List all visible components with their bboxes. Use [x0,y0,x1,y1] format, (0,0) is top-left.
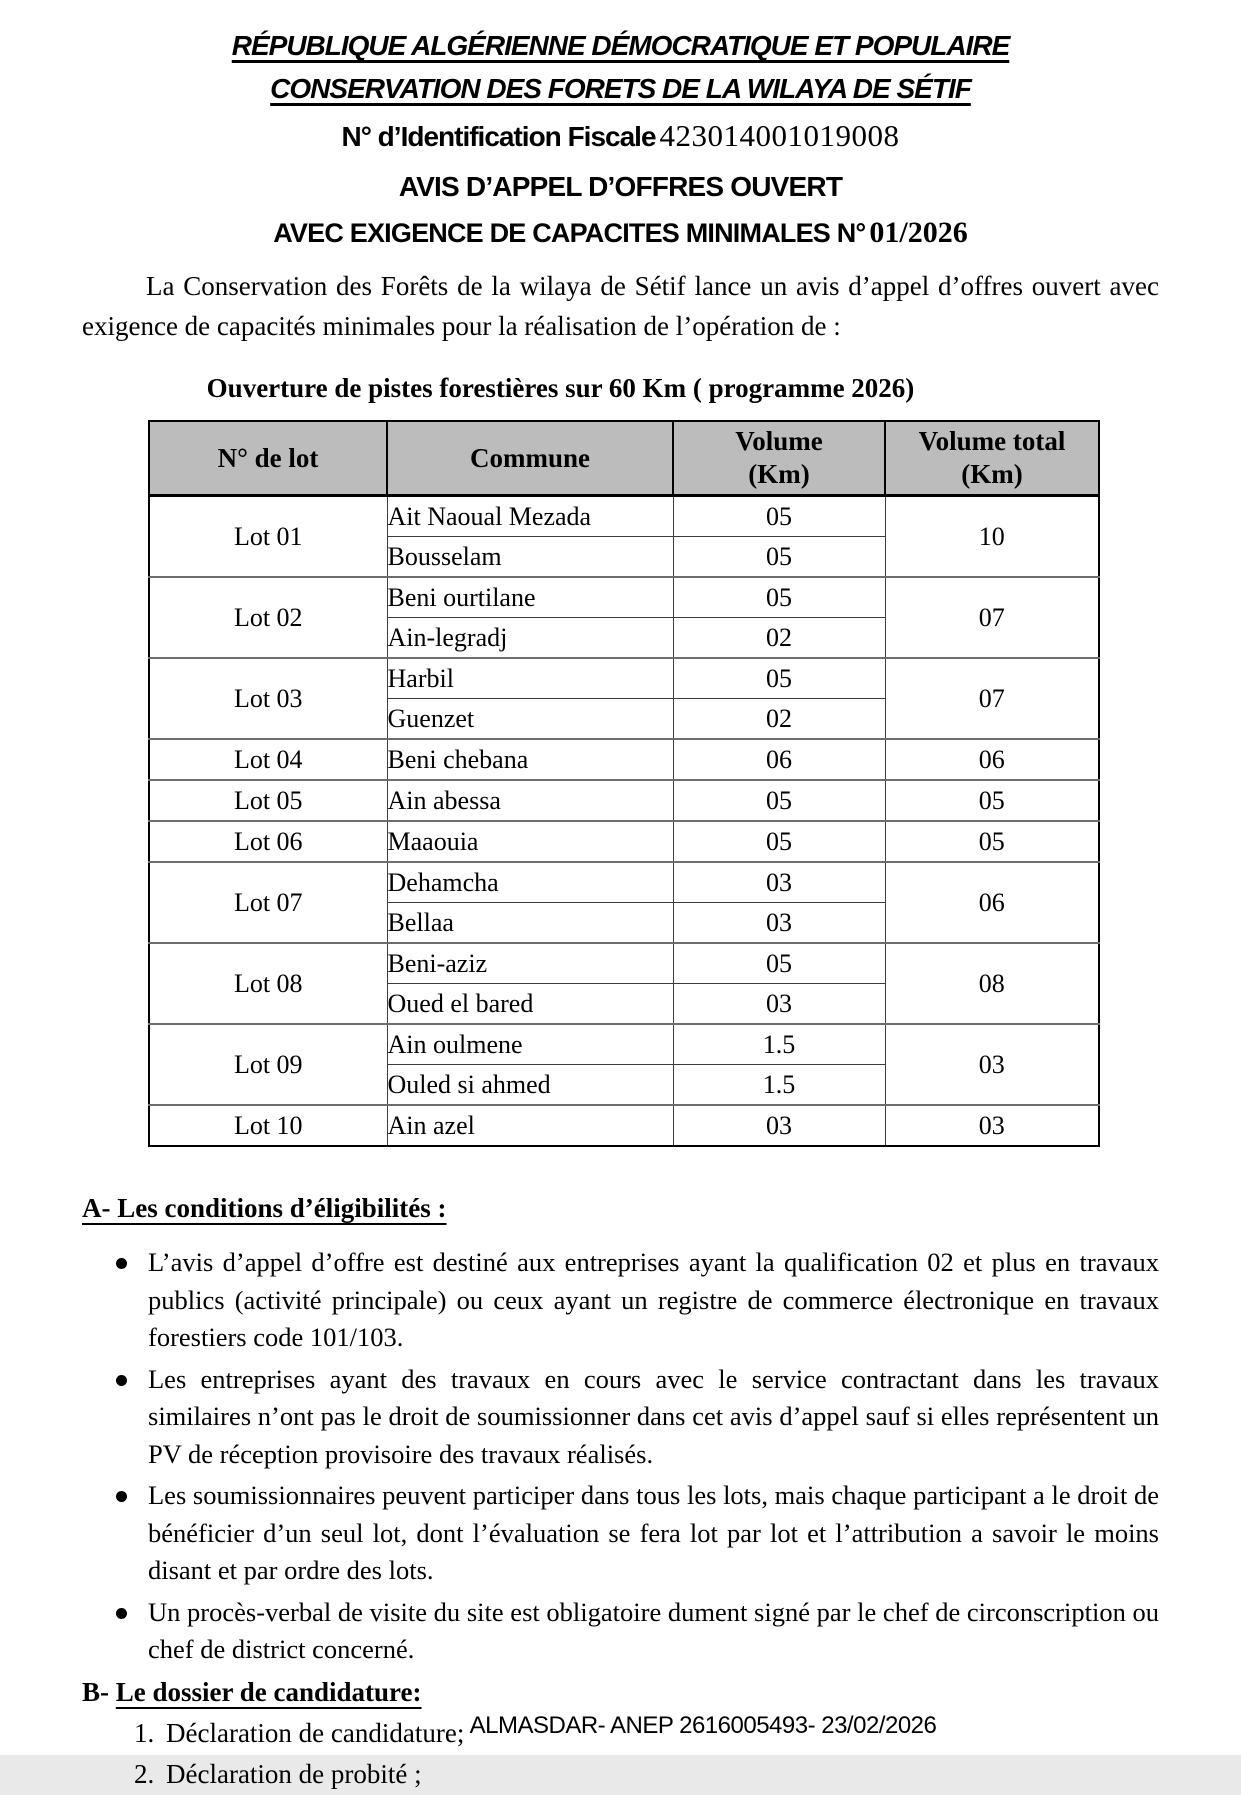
table-row [149,943,1099,984]
col-header-volume-total [885,421,1099,496]
notice-subtitle [82,216,1159,250]
commune-cell: Harbil [387,658,673,699]
section-b-heading [82,1677,1159,1708]
lot-number-cell: Lot 02 [149,577,387,658]
table-row [149,739,1099,780]
conservation-title-text: CONSERVATION DES FORETS DE LA WILAYA DE SÉTIF [270,73,971,104]
bullet-text: Les entreprises ayant des travaux en cours avec le service contractant dans les travaux similaires n’ont pas le droit de soumissionner dans cet avis d’appel sauf si elles représentent un PV de réception provisoire des travaux réalisés. [148,1363,1159,1469]
volume-cell: 03 [673,903,885,944]
lot-number-cell: Lot 10 [149,1105,387,1146]
candidature-doc-item [134,1754,1159,1795]
bullet-text: Les soumissionnaires peuvent participer dans tous les lots, mais chaque participant a le droit de bénéficier d’un seul lot, dont l’évaluation se fera lot par lot et l’attribution a savoir le moins disant et par ordre des lots. [148,1480,1159,1585]
lot-number-cell: Lot 06 [149,821,387,862]
lot-number-cell: Lot 09 [149,1024,387,1105]
table-header-row [149,421,1099,496]
eligibility-bullet-item [82,1594,1159,1669]
volume-total-cell: 03 [885,1024,1099,1105]
notice-subtitle-number: 01/2026 [869,216,968,249]
intro-paragraph: La Conservation des Forêts de la wilaya de Sétif lance un avis d’appel d’offres ouvert avec exigence de capacités minimales pour la réalisation de l’opération de : [82,271,1159,341]
volume-cell: 05 [673,943,885,984]
doc-item-text: Déclaration de candidature; [166,1717,465,1748]
doc-item-text: Déclaration de probité ; [166,1758,422,1789]
volume-total-cell: 07 [885,577,1099,658]
volume-cell: 03 [673,984,885,1025]
section-b-heading-text: Le dossier de candidature: [115,1676,422,1707]
col-header-volume-unit: (Km) [748,459,810,489]
volume-cell: 1.5 [673,1024,885,1065]
lot-number-cell: Lot 05 [149,780,387,821]
col-header-lot [149,421,387,496]
commune-cell: Bousselam [387,537,673,578]
eligibility-bullet-item [82,1244,1159,1357]
commune-cell: Ouled si ahmed [387,1065,673,1106]
col-header-volume-total-title: Volume total [918,426,1066,456]
table-row [149,821,1099,862]
volume-cell: 05 [673,577,885,618]
commune-cell: Ain-legradj [387,618,673,659]
doc-item-number: 1. [134,1717,155,1748]
commune-cell: Beni chebana [387,739,673,780]
commune-cell: Beni-aziz [387,943,673,984]
commune-cell: Beni ourtilane [387,577,673,618]
notice-subtitle-label: AVEC EXIGENCE DE CAPACITES MINIMALES N° [273,218,866,248]
volume-cell: 1.5 [673,1065,885,1106]
fiscal-id-line [82,118,1159,154]
doc-item-number: 2. [134,1758,155,1789]
fiscal-id-label: N° d’Identification Fiscale [341,121,656,152]
lot-number-cell: Lot 08 [149,943,387,1024]
commune-cell: Ain azel [387,1105,673,1146]
bullet-dot-icon [116,1258,127,1269]
table-row [149,496,1099,537]
eligibility-bullet-item [82,1477,1159,1590]
volume-total-cell: 05 [885,780,1099,821]
republic-title [82,30,1159,62]
table-row [149,862,1099,903]
commune-cell: Bellaa [387,903,673,944]
volume-total-cell: 08 [885,943,1099,1024]
volume-cell: 05 [673,496,885,537]
col-header-commune [387,421,673,496]
volume-total-cell: 05 [885,821,1099,862]
volume-cell: 03 [673,1105,885,1146]
table-row [149,1105,1099,1146]
volume-total-cell: 06 [885,739,1099,780]
volume-total-cell: 03 [885,1105,1099,1146]
lot-number-cell: Lot 03 [149,658,387,739]
bullet-text: L’avis d’appel d’offre est destiné aux entreprises ayant la qualification 02 et plus en travaux publics (activité principale) ou ceux ayant un registre de commerce électronique en travaux forestiers code 101/103. [148,1247,1159,1352]
volume-cell: 05 [673,780,885,821]
section-b-prefix: B- [82,1676,109,1707]
volume-cell: 02 [673,699,885,740]
volume-cell: 03 [673,862,885,903]
volume-total-cell: 07 [885,658,1099,739]
commune-cell: Ain abessa [387,780,673,821]
table-row [149,780,1099,821]
commune-cell: Dehamcha [387,862,673,903]
section-a-heading-text: A- Les conditions d’éligibilités : [82,1193,447,1223]
bullet-text: Un procès-verbal de visite du site est obligatoire dument signé par le chef de circonscription ou chef de district concerné. [148,1596,1159,1664]
anep-footer: ALMASDAR- ANEP 2616005493- 23/02/2026 [469,1712,937,1739]
table-row [149,577,1099,618]
volume-cell: 05 [673,821,885,862]
section-a-heading [82,1193,1159,1224]
republic-title-text: RÉPUBLIQUE ALGÉRIENNE DÉMOCRATIQUE ET POPULAIRE [231,30,1010,61]
lots-table-body [149,496,1099,1147]
col-header-volume-title: Volume [735,426,823,456]
lot-number-cell: Lot 07 [149,862,387,943]
notice-title: AVIS D’APPEL D’OFFRES OUVERT [398,171,843,202]
volume-cell: 05 [673,658,885,699]
table-row [149,1024,1099,1065]
volume-total-cell: 06 [885,862,1099,943]
eligibility-bullet-item [82,1361,1159,1474]
bullet-dot-icon [116,1375,127,1386]
lots-table [148,420,1100,1147]
col-header-volume [673,421,885,496]
table-row [149,658,1099,699]
commune-cell: Ain oulmene [387,1024,673,1065]
volume-cell: 05 [673,537,885,578]
lot-number-cell: Lot 04 [149,739,387,780]
volume-total-cell: 10 [885,496,1099,578]
volume-cell: 02 [673,618,885,659]
eligibility-bullet-list [82,1244,1159,1669]
lot-number-cell: Lot 01 [149,496,387,578]
commune-cell: Oued el bared [387,984,673,1025]
table-title: Ouverture de pistes forestières sur 60 Km ( programme 2026) [206,373,915,403]
commune-cell: Maaouia [387,821,673,862]
bullet-dot-icon [116,1608,127,1619]
lots-table-head [149,421,1099,496]
fiscal-id-number: 423014001019008 [659,118,900,153]
commune-cell: Guenzet [387,699,673,740]
conservation-title [82,73,1159,105]
col-header-commune-title: Commune [470,442,590,473]
volume-cell: 06 [673,739,885,780]
bullet-dot-icon [116,1491,127,1502]
col-header-volume-total-unit: (Km) [961,459,1023,489]
col-header-lot-title: N° de lot [217,442,319,473]
commune-cell: Ait Naoual Mezada [387,496,673,537]
